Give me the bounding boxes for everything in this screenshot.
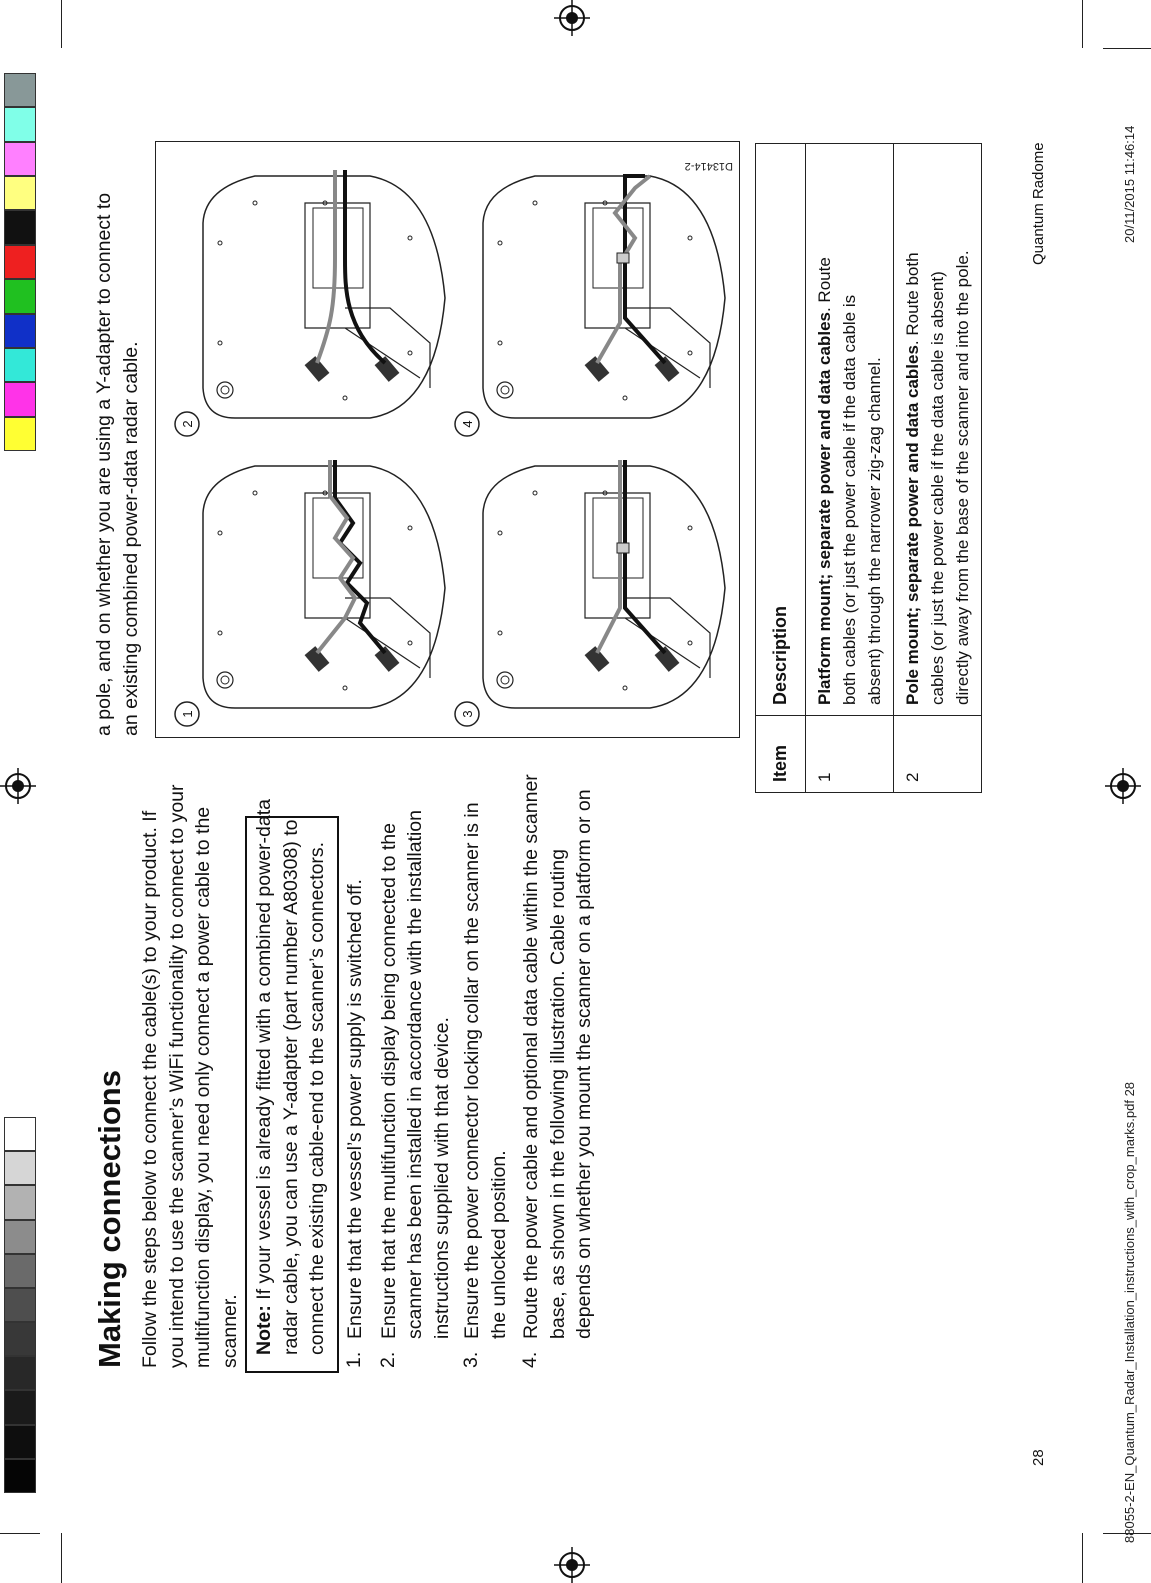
- table-header: Description: [756, 144, 806, 716]
- table-row: [806, 144, 894, 793]
- step-text: the unlocked position.: [488, 1150, 510, 1339]
- step-text: Ensure that the vessel’s power supply is switched off.: [344, 879, 366, 1339]
- note-line: [251, 799, 278, 1355]
- step-text: Ensure that the multifunction display being connected to the: [378, 823, 400, 1339]
- illustration-code: D13414-2: [684, 160, 733, 172]
- step-text: Route the power cable and optional data cable within the scanner: [520, 774, 542, 1339]
- base-outline: [483, 466, 725, 708]
- step-text: depends on whether you mount the scanner on a platform or on: [573, 789, 595, 1339]
- continued-line: a pole, and on whether you are using a Y-adapter to connect to: [93, 192, 115, 736]
- step-text: Ensure the power connector locking collar on the scanner is in: [461, 802, 483, 1339]
- note-label: Note:: [253, 1305, 275, 1355]
- page-number: 28: [1030, 1449, 1047, 1466]
- step-text: scanner has been installed in accordance with the installation: [404, 810, 426, 1339]
- cable-routing-illustration: [155, 141, 740, 738]
- step-text: instructions supplied with that device.: [431, 1017, 453, 1339]
- item-description: Pole mount; separate power and data cables. Route both cables (or just the power cable if the data cable is absent) directly away from the base of the scanner and into the pole.: [894, 144, 982, 716]
- scanner-base-panel: [175, 460, 445, 726]
- table-row: [894, 144, 982, 793]
- step-number: 4.: [519, 1351, 541, 1368]
- slug-filename: 88055-2-EN_Quantum_Radar_Installation_instructions_with_crop_marks.pdf 28: [1122, 1081, 1137, 1543]
- footer-product: Quantum Radome: [1030, 142, 1047, 265]
- intro-line: scanner.: [219, 1294, 241, 1368]
- section-heading: Making connections: [92, 1070, 127, 1368]
- callout-number: 3: [460, 710, 475, 718]
- slug-date: 20/11/2015 11:46:14: [1122, 125, 1137, 243]
- intro-line: you intend to use the scanner’s WiFi functionality to connect to your: [166, 784, 188, 1368]
- item-number: 1: [806, 716, 894, 793]
- item-description: Platform mount; separate power and data cables. Route both cables (or just the power cable if the data cable is absent) through the narrower zig-zag channel.: [806, 144, 894, 716]
- step-number: 2.: [377, 1351, 399, 1368]
- intro-line: Follow the steps below to connect the cable(s) to your product. If: [139, 810, 161, 1368]
- item-table: [755, 143, 982, 793]
- base-outline: [203, 176, 445, 418]
- callout-number: 4: [460, 420, 475, 428]
- scanner-base-panel: [455, 176, 725, 436]
- base-outline: [483, 176, 725, 418]
- step-text: base, as shown in the following illustration. Cable routing: [547, 849, 569, 1339]
- callout-number: 1: [180, 710, 195, 718]
- item-number: 2: [894, 716, 982, 793]
- note-line: connect the existing cable-end to the scanner’s connectors.: [306, 841, 328, 1355]
- continued-line: an existing combined power-data radar cable.: [120, 341, 142, 736]
- scanner-base-panel: [175, 170, 445, 436]
- intro-line: multifunction display, you need only connect a power cable to the: [192, 806, 214, 1368]
- table-header-row: [756, 144, 806, 793]
- base-outline: [203, 466, 445, 708]
- note-text: If your vessel is already fitted with a combined power-data: [253, 799, 275, 1306]
- note-line: radar cable, you can use a Y-adapter (part number A80308) to: [280, 819, 302, 1355]
- scanner-base-panel: [455, 460, 725, 726]
- table-header: Item: [756, 716, 806, 793]
- step-number: 1.: [343, 1351, 365, 1368]
- step-number: 3.: [460, 1351, 482, 1368]
- callout-number: 2: [180, 420, 195, 428]
